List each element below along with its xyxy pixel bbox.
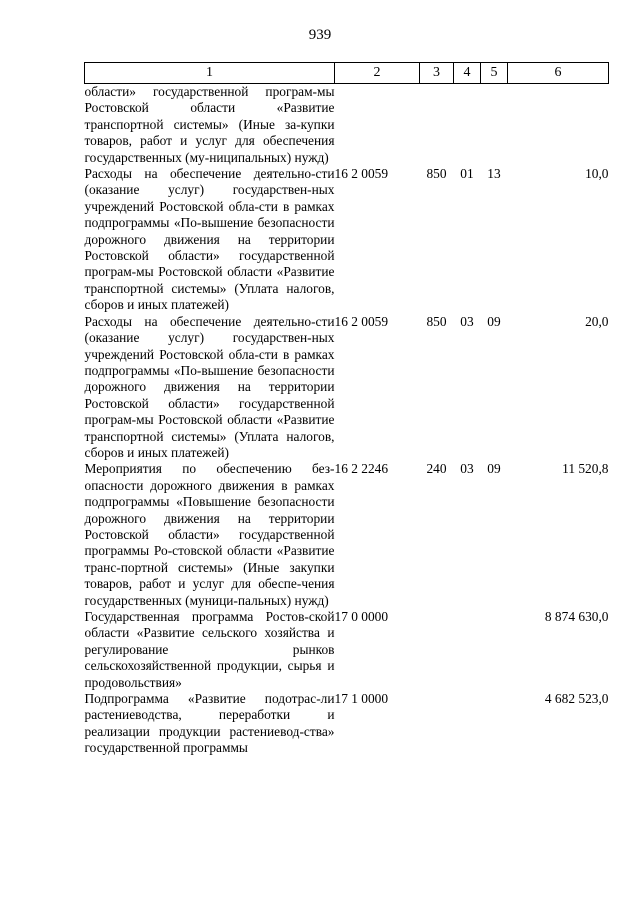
row-description: Расходы на обеспечение деятельно-сти (оказание услуг) государствен-ных учреждений Ростовской обла-сти в рамках подпрограммы «По-вышение безопасности дорожного движения на территории Ростовской области» государственной програм-мы Ростовской области «Развитие транспортной системы» (Уплата налогов, сборов и иных платежей)	[84, 313, 335, 460]
table-row	[85, 691, 609, 757]
row-description: Подпрограмма «Развитие подотрас-ли растениеводства, переработки и реализации продукции растениевод-ства» государственной программы	[84, 691, 335, 756]
row-amount: 20,0	[585, 313, 609, 329]
row-section: 03	[460, 461, 474, 477]
row-description: области» государственной програм-мы Ростовской области «Развитие транспортной системы» (Иные за-купки товаров, работ и услуг для обеспечения государственных (му-ниципальных) нужд)	[84, 84, 335, 165]
row-code: 16 2 2246	[334, 461, 389, 477]
row-section: 01	[460, 166, 474, 182]
row-amount	[508, 84, 609, 167]
row-description: Государственная программа Ростов-ской области «Развитие сельского хозяйства и регулирование рынков сельскохозяйственной продукции, сырья и продовольствия»	[84, 609, 335, 690]
row-amount: 10,0	[585, 166, 609, 182]
budget-table	[84, 62, 609, 757]
row-expense-type	[420, 84, 454, 167]
page-number: 939	[308, 27, 332, 43]
header-col-5: 5	[481, 63, 508, 84]
row-amount: 4 682 523,0	[544, 691, 609, 707]
row-code: 17 0 0000	[334, 609, 389, 624]
row-expense-type	[420, 609, 454, 691]
table-row	[85, 609, 609, 691]
header-col-3: 3	[420, 63, 454, 84]
row-section	[454, 609, 481, 691]
row-description: Расходы на обеспечение деятельно-сти (оказание услуг) государствен-ных учреждений Ростовской обла-сти в рамках подпрограммы «По-вышение безопасности дорожного движения на территории Ростовской области» государственной програм-мы Ростовской области «Развитие транспортной системы» (Уплата налогов, сборов и иных платежей)	[84, 166, 335, 313]
table-row	[85, 461, 609, 609]
row-section: 03	[460, 313, 474, 329]
row-expense-type	[420, 691, 454, 757]
row-amount: 8 874 630,0	[544, 609, 609, 624]
header-col-6: 6	[508, 63, 609, 84]
row-section	[454, 691, 481, 757]
row-code: 17 1 0000	[334, 691, 389, 707]
row-description: Мероприятия по обеспечению без-опасности дорожного движения в рамках подпрограммы «Повышение безопасности дорожного движения на территории Ростовской области» государственной программы Ро-стовской области «Развитие транс-портной системы» (Иные закупки товаров, работ и услуг для обеспе-чения государственных (муници-пальных) нужд)	[84, 461, 335, 608]
row-subsection	[481, 691, 508, 757]
row-expense-type: 850	[426, 313, 447, 329]
table-row	[85, 314, 609, 462]
row-amount: 11 520,8	[562, 461, 609, 477]
header-col-2: 2	[335, 63, 420, 84]
row-subsection	[481, 84, 508, 167]
row-subsection: 09	[487, 461, 501, 477]
row-code: 16 2 0059	[334, 166, 389, 182]
header-row	[85, 63, 609, 84]
row-code: 16 2 0059	[334, 313, 389, 329]
header-col-4: 4	[454, 63, 481, 84]
header-col-1: 1	[85, 63, 335, 84]
table-row	[85, 84, 609, 167]
row-expense-type: 240	[426, 461, 447, 477]
row-subsection: 13	[487, 166, 501, 182]
row-expense-type: 850	[426, 166, 447, 182]
row-subsection	[481, 609, 508, 691]
row-subsection: 09	[487, 313, 501, 329]
row-section	[454, 84, 481, 167]
table-row	[85, 166, 609, 314]
row-code	[335, 84, 420, 167]
